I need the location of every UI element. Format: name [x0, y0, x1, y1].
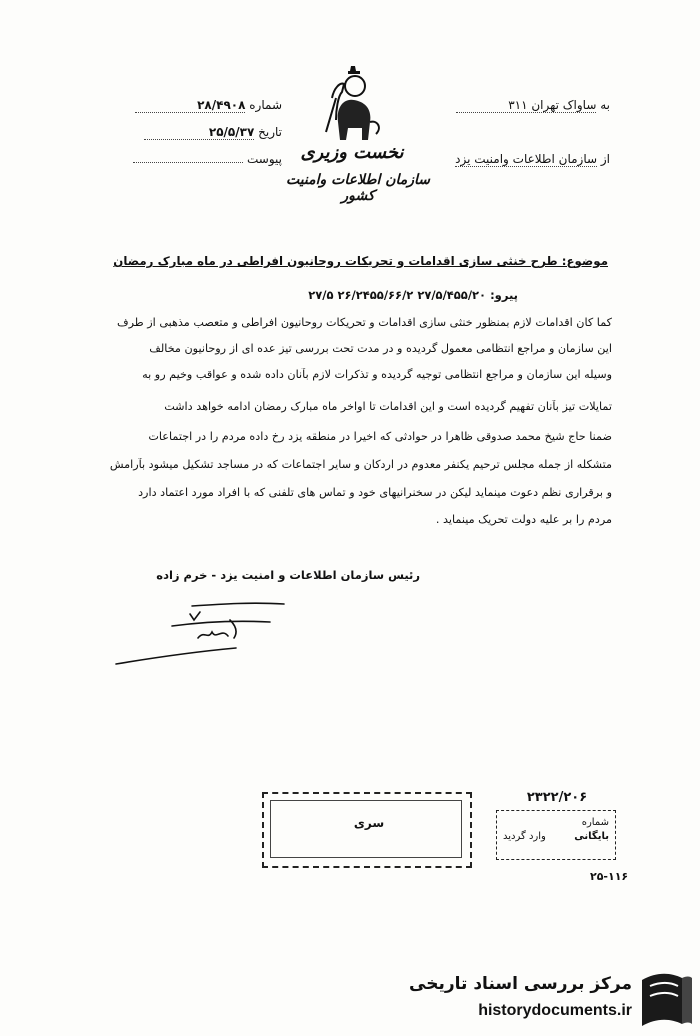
sender-label: از	[600, 152, 610, 166]
attachment-field	[112, 152, 282, 166]
body-line-4: تمایلات تیز بآنان تفهیم گردیده است و این اقدامات تا اواخر ماه مبارک رمضان ادامه خواهد داشت	[164, 400, 612, 413]
body-line-5: ضمنا حاج شیخ محمد صدوقی ظاهرا در حوادثی که اخیرا در منطقه یزد رخ داده مردم را در اجتماعات	[148, 430, 612, 443]
date-label: تاریخ	[258, 125, 282, 139]
archive-stamp-line-1: شماره	[581, 817, 609, 828]
attachment-label: پیوست	[247, 152, 282, 166]
watermark	[409, 962, 700, 1036]
lion-and-sun-emblem	[318, 62, 388, 154]
body-line-7: و برقراری نظم دعوت مینماید لیکن در سخنرانیهای خود و تماس های تلفنی که با افراد مورد اعتماد دارد	[138, 486, 612, 499]
number-value: ۲۸/۴۹۰۸	[135, 98, 245, 113]
subject-line: موضوع: طرح خنثی سازی اقدامات و تحریکات روحانیون افراطی در ماه مبارک رمضان	[113, 254, 608, 268]
number-field	[112, 98, 282, 113]
date-field	[112, 125, 282, 140]
letterhead-title: نخست وزیری	[300, 142, 404, 163]
date-value: ۲۵/۵/۳۷	[144, 125, 254, 140]
letterhead-subtitle: سازمان اطلاعات وامنیت کشور	[285, 172, 431, 204]
body-line-6: متشکله از جمله مجلس ترحیم یکنفر معدوم در اردکان و سایر اجتماعات که در مساجد تشکیل میشود بآرامش	[109, 458, 612, 471]
page-reference: ۲۵-۱۱۶	[590, 870, 629, 883]
received-stamp-left	[262, 792, 472, 868]
archive-stamp-line-2: بایگانی	[574, 831, 609, 842]
watermark-url: historydocuments.ir	[478, 1002, 632, 1019]
body-line-8: مردم را بر علیه دولت تحریک مینماید .	[435, 513, 612, 526]
handwritten-signature	[112, 592, 292, 672]
stamp-number: ۲۳۲۲/۲۰۶	[526, 790, 588, 805]
body-line-1: کما کان اقدامات لازم بمنظور خنثی سازی اقدامات و تحریکات روحانیون افراطی و متعصب مذهبی از طرف	[117, 316, 612, 329]
sender-field	[454, 152, 610, 167]
archive-stamp-line-3: وارد گردید	[503, 831, 546, 842]
body-line-3: وسیله این سازمان و مراجع انتظامی توجیه گردیده و تذکرات لازم بآنان داده شده و عواقب وخیم رو به	[142, 368, 612, 381]
recipient-value: ساواک تهران ۳۱۱	[456, 98, 596, 113]
recipient-label: به	[600, 98, 610, 112]
body-line-2: این سازمان و مراجع انتظامی معمول گردیده و در مدت تحت بررسی تیز عده ای از روحانیون مخالف	[149, 342, 612, 355]
signatory-line: رئیس سازمان اطلاعات و امنیت یزد - خرم زاده	[156, 568, 420, 582]
recipient-field	[432, 98, 610, 113]
watermark-title: مرکز بررسی اسناد تاریخی	[409, 974, 632, 994]
book-logo-icon	[638, 966, 694, 1032]
sender-value: سازمان اطلاعات وامنیت یزد	[455, 152, 598, 166]
stamp-classification-text: سری	[353, 816, 385, 830]
number-label: شماره	[249, 98, 282, 112]
reference-line: پیرو: ۲۷/۵/۴۵۵/۲۰ ۲۶/۲۴۵۵/۶۶/۲ ۲۷/۵	[308, 288, 518, 302]
archive-stamp-right	[496, 810, 616, 860]
attachment-value	[133, 162, 243, 163]
